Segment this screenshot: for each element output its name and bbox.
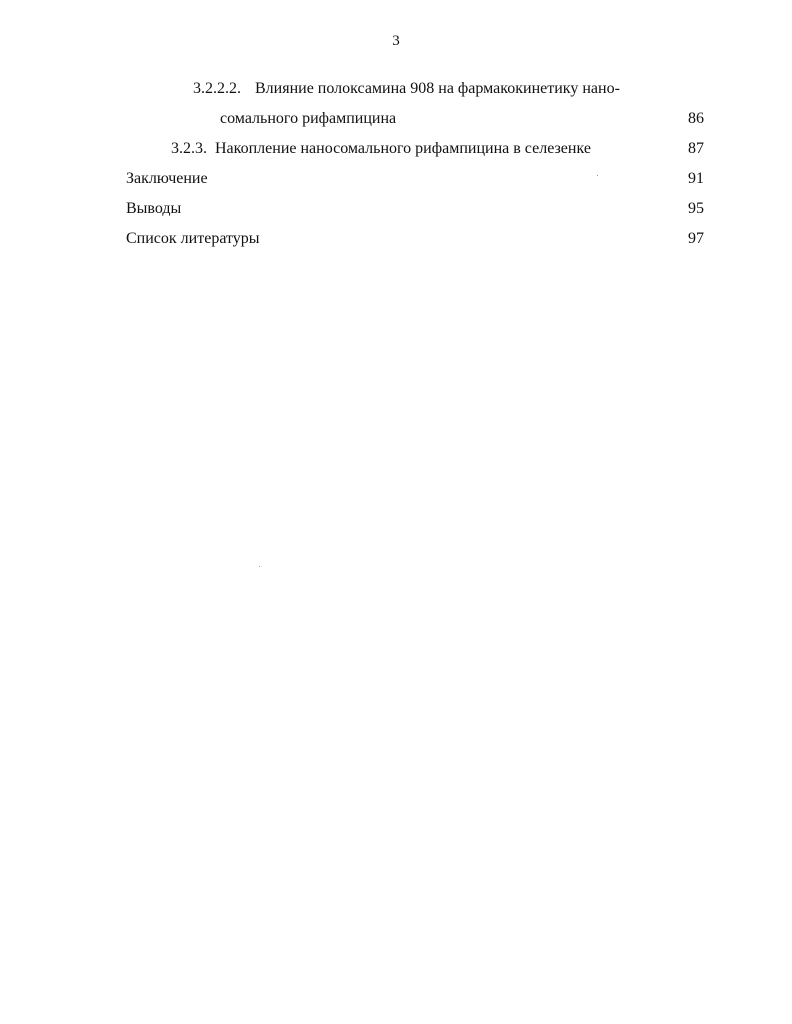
- toc-entry-page-number: 95: [688, 200, 704, 217]
- toc-entry-title-continuation: сомального рифампицина: [220, 110, 397, 127]
- toc-entry-3-2-2-2-line-1: [193, 79, 620, 99]
- toc-entry-references: [126, 229, 260, 249]
- toc-entry-number: 3.2.3.: [171, 140, 207, 157]
- toc-entry-page-number: 86: [688, 110, 704, 127]
- toc-entry-3-2-3: [171, 139, 591, 159]
- page-number: 3: [392, 33, 400, 49]
- scan-speck: [259, 566, 260, 567]
- toc-entry-title: Выводы: [126, 200, 182, 217]
- toc-entry-page-number: 97: [688, 230, 704, 247]
- toc-entry-page-number: 87: [688, 140, 704, 157]
- toc-entry-title: Список литературы: [126, 230, 260, 247]
- toc-entry-title: Влияние полоксамина 908 на фармакокинетику нано-: [255, 80, 620, 97]
- toc-entry-title: Заключение: [126, 170, 208, 187]
- toc-entry-conclusion: [126, 169, 208, 189]
- toc-entry-findings: [126, 199, 181, 219]
- toc-entry-number: 3.2.2.2.: [193, 80, 241, 97]
- toc-entry-3-2-2-2-line-2: [220, 109, 396, 129]
- toc-entry-title: Накопление наносомального рифампицина в селезенке: [215, 140, 591, 157]
- scan-speck: [597, 175, 598, 176]
- toc-entry-page-number: 91: [688, 170, 704, 187]
